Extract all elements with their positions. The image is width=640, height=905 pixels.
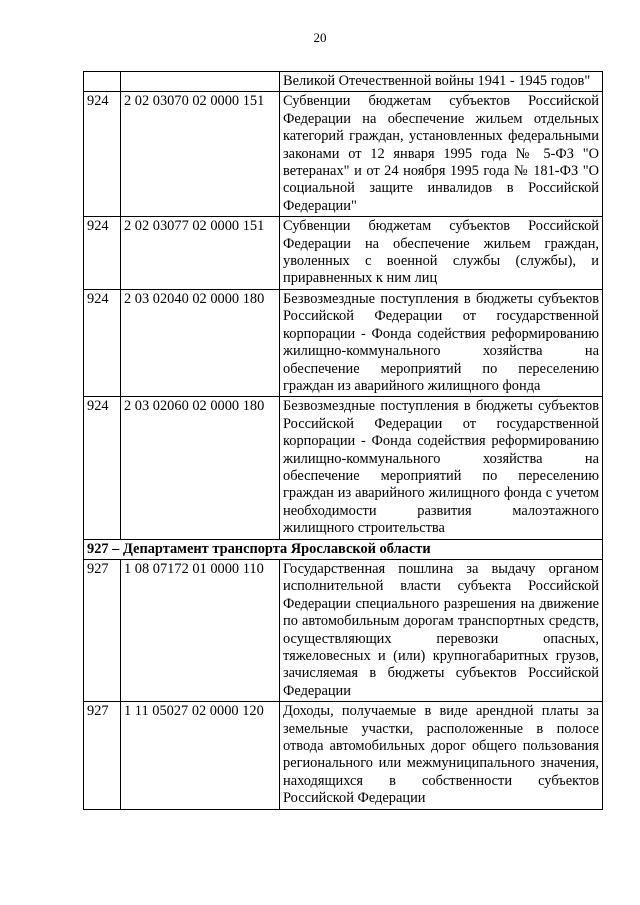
description-cell: Субвенции бюджетам субъектов Российской Федерации на обеспечение жильем отдельных категорий граждан, установленных федеральными законами от 12 января 1995 года № 5-ФЗ "О ветеранах" и от 24 ноября 1995 года № 181-ФЗ "О социальной защите инвалидов в Российской Федерации" (280, 92, 603, 217)
kbk-code-cell (121, 72, 280, 92)
budget-classification-table (83, 71, 603, 810)
table-row (84, 559, 603, 701)
description-cell: Субвенции бюджетам субъектов Российской Федерации на обеспечение жильем граждан, уволенных с военной службы (службы), и приравненных к ним лиц (280, 217, 603, 290)
table-row (84, 92, 603, 217)
description-cell: Великой Отечественной войны 1941 - 1945 годов" (280, 72, 603, 92)
table-row (84, 72, 603, 92)
admin-code-cell: 924 (84, 289, 121, 396)
table-row (84, 397, 603, 539)
table-body (84, 72, 603, 810)
table-row (84, 702, 603, 809)
kbk-code-cell: 2 02 03077 02 0000 151 (121, 217, 280, 290)
admin-code-cell: 927 (84, 559, 121, 701)
kbk-code-cell: 2 03 02040 02 0000 180 (121, 289, 280, 396)
description-cell: Безвозмездные поступления в бюджеты субъектов Российской Федерации от государственной корпорации - Фонда содействия реформированию жилищно-коммунального хозяйства на обеспечение мероприятий по переселению граждан из аварийного жилищного фонда (280, 289, 603, 396)
description-cell: Доходы, получаемые в виде арендной платы за земельные участки, расположенные в полосе отвода автомобильных дорог общего пользования регионального или межмуниципального значения, находящихся в собственности субъектов Российской Федерации (280, 702, 603, 809)
description-cell: Безвозмездные поступления в бюджеты субъектов Российской Федерации от государственной корпорации - Фонда содействия реформированию жилищно-коммунального хозяйства на обеспечение мероприятий по переселению граждан из аварийного жилищного фонда с учетом необходимости развития малоэтажного жилищного строительства (280, 397, 603, 539)
section-heading-row (84, 539, 603, 559)
admin-code-cell: 924 (84, 92, 121, 217)
description-cell: Государственная пошлина за выдачу органом исполнительной власти субъекта Российской Федерации специального разрешения на движение по автомобильным дорогам транспортных средств, осуществляющих перевозки опасных, тяжеловесных и (или) крупногабаритных грузов, зачисляемая в бюджеты субъектов Российской Федерации (280, 559, 603, 701)
section-heading: 927 – Департамент транспорта Ярославской области (84, 539, 603, 559)
table-row (84, 289, 603, 396)
page-number: 20 (313, 30, 327, 45)
admin-code-cell: 924 (84, 217, 121, 290)
admin-code-cell (84, 72, 121, 92)
admin-code-cell: 927 (84, 702, 121, 809)
admin-code-cell: 924 (84, 397, 121, 539)
kbk-code-cell: 2 03 02060 02 0000 180 (121, 397, 280, 539)
kbk-code-cell: 1 11 05027 02 0000 120 (121, 702, 280, 809)
kbk-code-cell: 2 02 03070 02 0000 151 (121, 92, 280, 217)
kbk-code-cell: 1 08 07172 01 0000 110 (121, 559, 280, 701)
table-row (84, 217, 603, 290)
